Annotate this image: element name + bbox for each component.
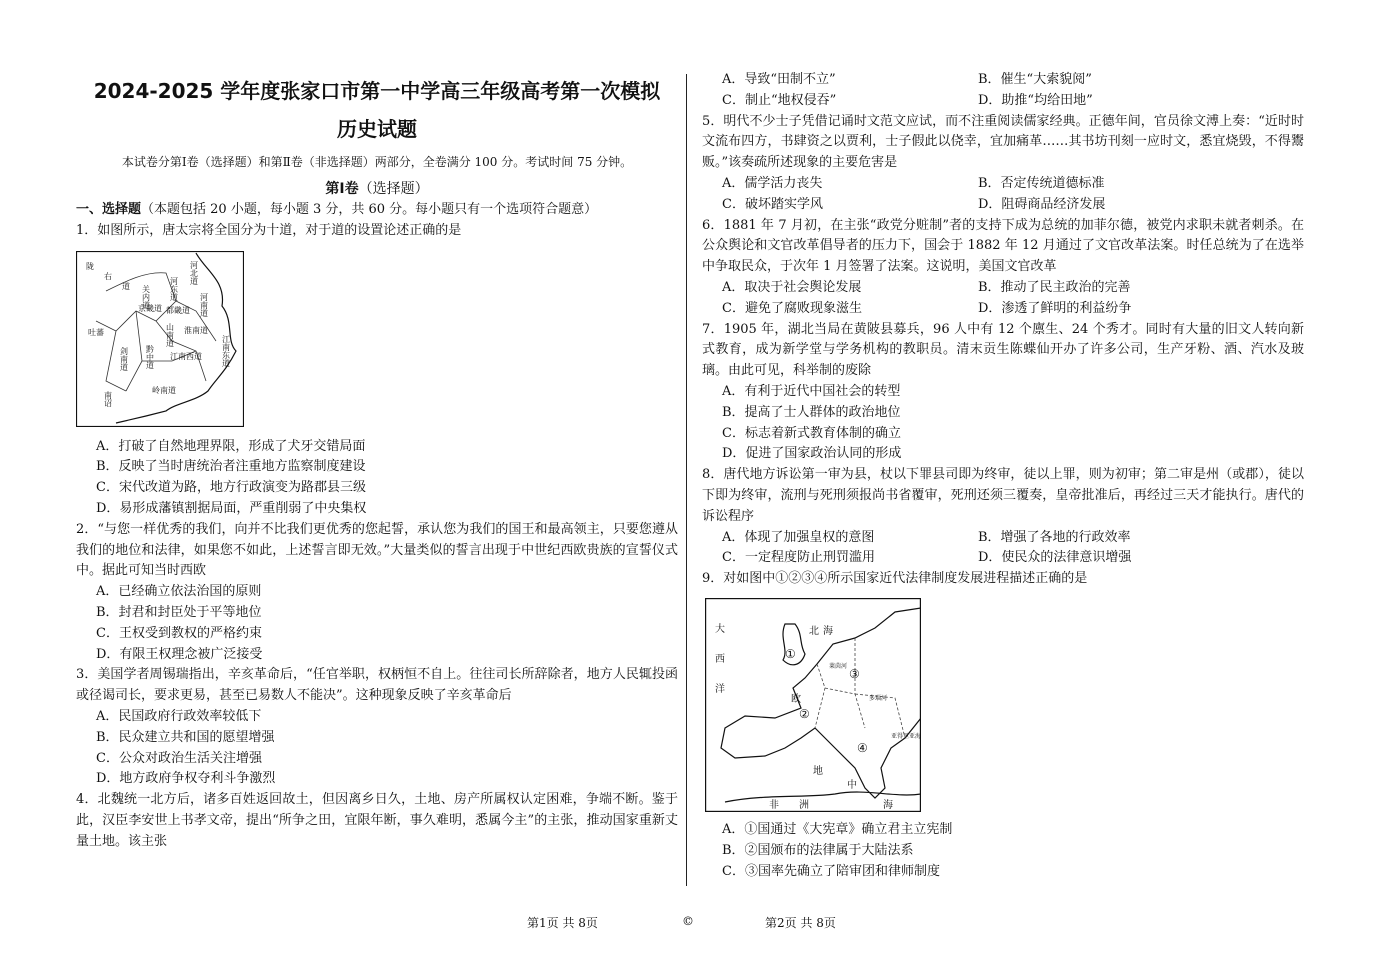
q2-option-b[interactable]: B．封君和封臣处于平等地位 xyxy=(96,604,262,620)
right-column xyxy=(702,70,1304,882)
q4-option-d[interactable]: D．助推“均给田地” xyxy=(978,92,1093,108)
left-column xyxy=(76,70,678,853)
q7-option-c[interactable]: C．标志着新式教育体制的确立 xyxy=(722,425,901,441)
map2-label-yang: 洋 xyxy=(715,683,725,695)
q3-stem: 3．美国学者周锡瑞指出，辛亥革命后，“任官举职，权柄恒不自上。往往司长所辞除者，地方人民辄投函或径谒司长，要求更易，甚至已易数人不能决”。这种现象反映了辛亥革命后 xyxy=(76,667,678,704)
q4-option-c[interactable]: C．制止“地权侵吞” xyxy=(722,92,837,108)
map1-frame xyxy=(77,251,244,426)
map1-label-hebei: 河北道 xyxy=(189,260,199,285)
q7-stem: 7．1905 年，湖北当局在黄陂县募兵，96 人中有 12 个廪生、24 个秀才。同时有大量的旧文人转向新式教育，成为新学堂与学务机构的教职员。清末贡生陈蝶仙开办了许多公司，生产牙粉、酒、汽水及玻璃。由此可见，科举制的废除 xyxy=(702,321,1304,379)
map1-label-henan: 河南道 xyxy=(199,292,209,317)
q9-stem: 9．对如图中①②③④所示国家近代法律制度发展进程描述正确的是 xyxy=(702,571,1088,587)
map1-label-huainan: 淮南道 xyxy=(184,325,208,335)
map2-country-3: ③ xyxy=(849,666,860,681)
q8-stem: 8．唐代地方诉讼第一审为县，杖以下罪县司即为终审，徒以上罪，则为初审；第二审是州（或郡），徒以下即为终审，流刑与死刑须报尚书省覆审，死刑还须三覆奏，皇帝批准后，再经过三天才能执行。唐代的诉讼程序 xyxy=(702,467,1304,524)
map1-label-nanzhao: 南诏 xyxy=(103,390,113,407)
map1-label-hedong: 河东道 xyxy=(169,276,179,301)
part-heading xyxy=(76,178,678,200)
q6-option-c[interactable]: C．避免了腐败现象滋生 xyxy=(722,300,862,316)
q1-option-a[interactable]: A．打破了自然地理界限，形成了犬牙交错局面 xyxy=(96,438,366,454)
map1-label-qianzhong: 黔中道 xyxy=(145,344,155,369)
section-heading xyxy=(76,200,678,221)
map2-country-4: ④ xyxy=(857,740,868,755)
map1-label-jingji: 京畿道 xyxy=(138,303,162,313)
map2-label-zhou: 洲 xyxy=(799,799,809,811)
q1-option-d[interactable]: D．易形成藩镇割据局面，严重削弱了中央集权 xyxy=(96,500,367,516)
map1-label-you: 右 xyxy=(104,271,112,281)
exam-subtitle: 历史试题 xyxy=(337,117,417,141)
map1-label-jiannan: 剑南道 xyxy=(119,346,129,371)
exam-note: 本试卷分第Ⅰ卷（选择题）和第Ⅱ卷（非选择题）两部分，全卷满分 100 分。考试时间 75 分钟。 xyxy=(121,155,633,169)
map2-label-danube: 多瑙河 xyxy=(869,694,888,702)
map2-label-da: 大 xyxy=(715,623,725,635)
q7-option-a[interactable]: A．有利于近代中国社会的转型 xyxy=(722,383,901,399)
map1-label-guannei: 关内道 xyxy=(141,284,151,309)
q4-options-row1 xyxy=(702,70,1304,91)
map2-country-1: ① xyxy=(785,646,796,661)
q8-option-a[interactable]: A．体现了加强皇权的意图 xyxy=(722,529,875,545)
column-divider xyxy=(686,74,687,886)
q5-option-a[interactable]: A．儒学活力丧失 xyxy=(722,175,823,191)
q2-option-a[interactable]: A．已经确立依法治国的原则 xyxy=(96,584,262,600)
map2-label-bei: 北 xyxy=(809,625,819,637)
q1-option-b[interactable]: B．反映了当时唐统治者注重地方监察制度建设 xyxy=(96,459,366,475)
q7-option-d[interactable]: D．促进了国家政治认同的形成 xyxy=(722,446,902,462)
q4-stem: 4．北魏统一北方后，诸多百姓返回故土，但因离乡日久，土地、房产所属权认定困难，争端不断。鉴于此，汉臣李安世上书孝文帝，提出“所争之田，宜限年断，事久难明，悉属今主”的主张，推动国家重新丈量土地。该主张 xyxy=(76,792,678,849)
copyright-mark: © xyxy=(682,914,694,928)
q3-option-d[interactable]: D．地方政府争权夺利斗争激烈 xyxy=(96,771,276,787)
q3-option-b[interactable]: B．民众建立共和国的愿望增强 xyxy=(96,729,275,745)
map2-label-fei: 非 xyxy=(769,799,779,811)
europe-map xyxy=(705,598,921,812)
q3-option-c[interactable]: C．公众对政治生活关注增强 xyxy=(96,750,262,766)
q1-stem: 1．如图所示，唐太宗将全国分为十道，对于道的设置论述正确的是 xyxy=(76,222,462,238)
q8-option-b[interactable]: B．增强了各地的行政效率 xyxy=(978,529,1131,545)
q9-option-b[interactable]: B．②国颁布的法律属于大陆法系 xyxy=(722,842,914,858)
q9-option-c[interactable]: C．③国率先确立了陪审团和律师制度 xyxy=(722,863,940,879)
q5-option-b[interactable]: B．否定传统道德标准 xyxy=(978,175,1105,191)
q4-option-a[interactable]: A．导致“田制不立” xyxy=(722,72,836,87)
q7-option-b[interactable]: B．提高了士人群体的政治地位 xyxy=(722,404,901,420)
map2-label-zhong: 中 xyxy=(847,779,857,791)
q6-options-row1 xyxy=(702,278,1304,299)
map2-label-ou: 欧 xyxy=(791,693,801,705)
map1-label-lingnan: 岭南道 xyxy=(152,385,176,395)
map2-label-hai: 海 xyxy=(823,625,833,637)
q2-option-c[interactable]: C．王权受到教权的严格约束 xyxy=(96,625,262,641)
q6-option-a[interactable]: A．取决于社会舆论发展 xyxy=(722,279,862,295)
page-number-left: 第1页 共 8页 xyxy=(527,916,598,930)
q8-option-d[interactable]: D．使民众的法律意识增强 xyxy=(978,550,1132,566)
map1-label-tubo: 吐蕃 xyxy=(88,327,104,337)
map2-label-adriatic: 亚得里亚海 xyxy=(891,732,921,740)
map2-label-hai2: 海 xyxy=(883,799,893,811)
q4-options-row2 xyxy=(702,91,1304,112)
q2-stem: 2．“与您一样优秀的我们，向并不比我们更优秀的您起誓，承认您为我们的国王和最高领主，只要您遵从我们的地位和法律，如果您不如此，上述誓言即无效。”大量类似的誓言出现于中世纪西欧贵族的宣誓仪式中。据此可知当时西欧 xyxy=(76,521,678,579)
q5-option-d[interactable]: D．阻碍商品经济发展 xyxy=(978,196,1106,212)
map1-label-dao: 道 xyxy=(122,281,130,291)
part-title: 第Ⅰ卷 xyxy=(325,181,359,197)
q5-stem: 5．明代不少士子凭借记诵时文范文应试，而不注重阅读儒家经典。正德年间，官员徐文溥上奏：“近时时文流布四方，书肆资之以贾利，士子假此以侥幸，宜加痛革……其书坊刊刻一应时文，悉宜烧毁，不得鬻贩。”该奏疏所述现象的主要危害是 xyxy=(702,113,1304,171)
q6-option-d[interactable]: D．渗透了鲜明的利益纷争 xyxy=(978,300,1132,316)
map1-label-long: 陇 xyxy=(86,261,94,271)
page-number-right: 第2页 共 8页 xyxy=(765,916,836,930)
map2-label-di: 地 xyxy=(813,765,823,777)
q9-option-a[interactable]: A．①国通过《大宪章》确立君主立宪制 xyxy=(722,821,953,837)
map2-label-xi: 西 xyxy=(715,653,725,665)
map1-label-duji: 都畿道 xyxy=(166,305,190,315)
q3-option-a[interactable]: A．民国政府行政效率较低下 xyxy=(96,708,262,724)
q5-options-row1 xyxy=(702,174,1304,195)
q1-option-c[interactable]: C．宋代改道为路，地方行政演变为路郡县三级 xyxy=(96,480,366,496)
q6-stem: 6．1881 年 7 月初，在主张“政党分赃制”者的支持下成为总统的加菲尔德，被党内求职未就者刺杀。在公众舆论和文官改革倡导者的压力下，国会于 1882 年 12 月通过了文官改革法案。时任总统为了在选举中争取民众，于次年 1 月签署了法案。这说明，美国文官改革 xyxy=(702,217,1304,275)
section-label: 一、选择题 xyxy=(76,202,142,217)
q5-option-c[interactable]: C．破坏踏实学风 xyxy=(722,196,823,212)
map2-country-2: ② xyxy=(799,706,810,721)
tang-ten-circuits-map xyxy=(76,251,244,427)
q2-option-d[interactable]: D．有限王权理念被广泛接受 xyxy=(96,646,263,662)
q6-option-b[interactable]: B．推动了民主政治的完善 xyxy=(978,279,1131,295)
exam-title: 2024-2025 学年度张家口市第一中学高三年级高考第一次模拟 xyxy=(93,79,661,103)
q6-options-row2 xyxy=(702,299,1304,320)
map1-label-jiangnanxi: 江南西道 xyxy=(170,351,202,361)
q8-options-row2 xyxy=(702,548,1304,569)
part-suffix: （选择题） xyxy=(358,181,429,197)
section-desc: （本题包括 20 小题，每小题 3 分，共 60 分。每小题只有一个选项符合题意） xyxy=(141,202,598,217)
map1-label-jiangnandong: 江南东道 xyxy=(221,334,231,367)
q4-option-b[interactable]: B．催生“大索貌阅” xyxy=(978,72,1092,87)
map2-label-rhine: 莱茵河 xyxy=(829,662,848,670)
q8-option-c[interactable]: C．一定程度防止刑罚滥用 xyxy=(722,550,875,566)
q5-options-row2 xyxy=(702,195,1304,216)
map1-label-shannan: 山南道 xyxy=(165,322,175,347)
q8-options-row1 xyxy=(702,528,1304,549)
